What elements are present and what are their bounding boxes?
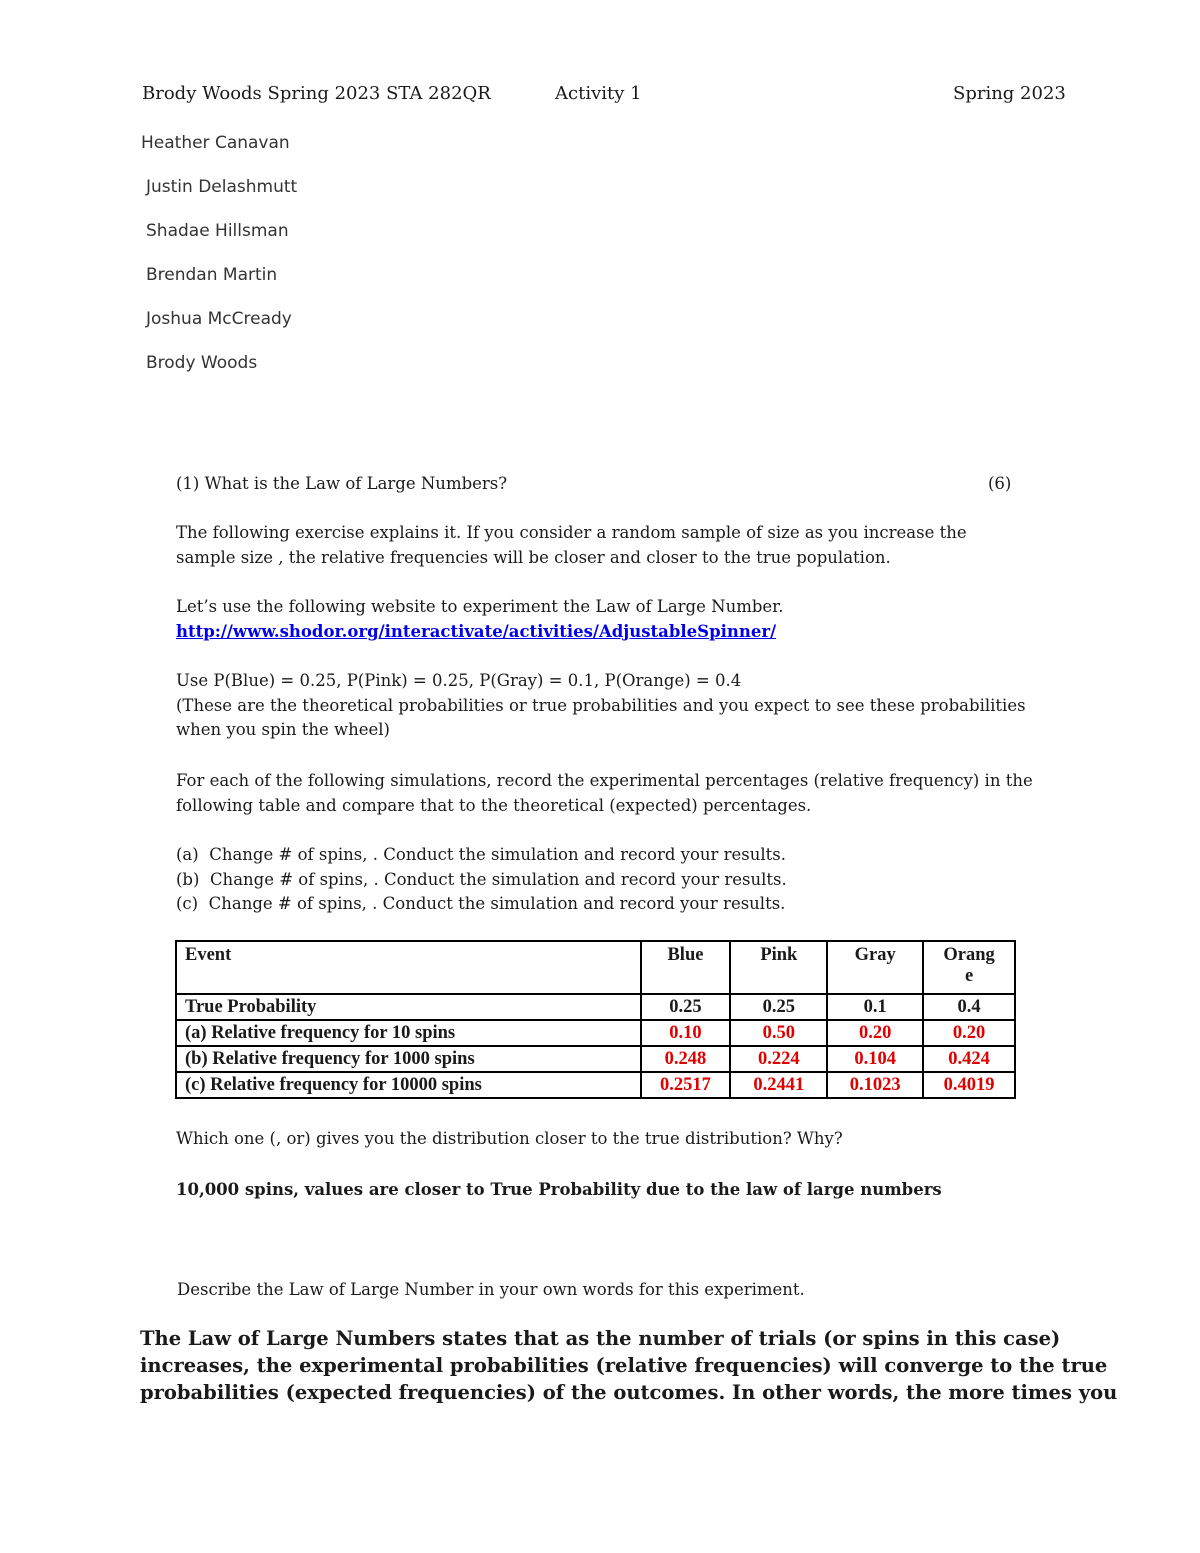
step-text: Change # of spins, . Conduct the simulation and record your results. — [209, 869, 787, 889]
question-1-points: (6) — [988, 474, 1012, 493]
cell-pink: 0.2441 — [730, 1072, 827, 1098]
website-intro: Let’s use the following website to experiment the Law of Large Number. — [176, 597, 784, 616]
cell-orange: 0.424 — [923, 1046, 1015, 1072]
name-item: Shadae Hillsman — [146, 221, 289, 241]
results-table — [175, 940, 1016, 1099]
step-text: Change # of spins, . Conduct the simulation and record your results. — [209, 845, 787, 864]
row-label: (b) Relative frequency for 1000 spins — [176, 1046, 641, 1072]
step-text: Change # of spins, . Conduct the simulation and record your results. — [208, 894, 786, 913]
table-row — [176, 1020, 1015, 1046]
cell-gray: 0.1 — [827, 994, 923, 1020]
cell-orange: 0.20 — [923, 1020, 1015, 1046]
header-gray: Gray — [827, 941, 923, 994]
final-answer-line: probabilities (expected frequencies) of the outcomes. In other words, the more times you — [140, 1381, 1118, 1404]
table-row — [176, 1046, 1015, 1072]
final-answer — [140, 1325, 1117, 1406]
instructions-line: following table and compare that to the theoretical (expected) percentages. — [176, 795, 812, 815]
step-label: (a) — [176, 845, 199, 864]
header-center: Activity 1 — [555, 83, 642, 104]
name-item: Justin Delashmutt — [146, 177, 298, 197]
header-right: Spring 2023 — [953, 83, 1066, 104]
final-answer-line: The Law of Large Numbers states that as the number of trials (or spins in this case) — [140, 1327, 1061, 1350]
cell-blue: 0.2517 — [641, 1072, 731, 1098]
step-label: (c) — [176, 894, 199, 913]
row-label: (a) Relative frequency for 10 spins — [176, 1020, 641, 1046]
step-item — [176, 868, 787, 893]
cell-gray: 0.20 — [827, 1020, 923, 1046]
final-answer-line: increases, the experimental probabilities (relative frequencies) will converge to the true — [140, 1354, 1108, 1377]
intro-line: sample size , the relative frequencies will be closer and closer to the true population. — [176, 547, 891, 567]
table-row — [176, 1072, 1015, 1098]
website-section — [176, 595, 784, 644]
row-label: True Probability — [176, 994, 641, 1020]
cell-orange: 0.4019 — [923, 1072, 1015, 1098]
cell-gray: 0.104 — [827, 1046, 923, 1072]
instructions — [176, 769, 1033, 818]
cell-gray: 0.1023 — [827, 1072, 923, 1098]
which-answer: 10,000 spins, values are closer to True Probability due to the law of large numbers — [176, 1180, 942, 1199]
probabilities-note: (These are the theoretical probabilities or true probabilities and you expect to see these probabilities — [176, 695, 1026, 715]
which-question: Which one (, or) gives you the distribution closer to the true distribution? Why? — [176, 1129, 843, 1148]
table-row — [176, 994, 1015, 1020]
website-link[interactable]: http://www.shodor.org/interactivate/activities/AdjustableSpinner/ — [176, 621, 777, 641]
header-orange — [923, 941, 1015, 994]
header-blue: Blue — [641, 941, 731, 994]
header-orange-line: e — [964, 966, 974, 986]
intro-text — [176, 521, 967, 570]
intro-line: The following exercise explains it. If you consider a random sample of size as you increase the — [176, 523, 967, 542]
header-left: Brody Woods Spring 2023 STA 282QR — [142, 83, 491, 104]
cell-pink: 0.50 — [730, 1020, 827, 1046]
cell-pink: 0.224 — [730, 1046, 827, 1072]
name-item: Joshua McCready — [146, 309, 292, 329]
instructions-line: For each of the following simulations, record the experimental percentages (relative frequency) in the — [176, 771, 1033, 790]
cell-blue: 0.25 — [641, 994, 731, 1020]
cell-orange: 0.4 — [923, 994, 1015, 1020]
header-orange-line: Orang — [943, 945, 995, 965]
cell-blue: 0.248 — [641, 1046, 731, 1072]
steps-list — [176, 843, 787, 917]
probabilities-line: Use P(Blue) = 0.25, P(Pink) = 0.25, P(Gray) = 0.1, P(Orange) = 0.4 — [176, 671, 742, 690]
name-item: Brody Woods — [146, 353, 258, 373]
cell-blue: 0.10 — [641, 1020, 731, 1046]
step-item — [176, 892, 787, 917]
header-event: Event — [176, 941, 641, 994]
name-item: Heather Canavan — [141, 133, 290, 153]
table-header-row — [176, 941, 1015, 994]
row-label: (c) Relative frequency for 10000 spins — [176, 1072, 641, 1098]
question-1: (1) What is the Law of Large Numbers? — [176, 474, 508, 493]
cell-pink: 0.25 — [730, 994, 827, 1020]
header-pink: Pink — [730, 941, 827, 994]
describe-prompt: Describe the Law of Large Number in your own words for this experiment. — [177, 1280, 805, 1299]
name-item: Brendan Martin — [146, 265, 278, 285]
step-label: (b) — [176, 869, 200, 889]
probabilities-section — [176, 669, 1026, 743]
probabilities-note: when you spin the wheel) — [176, 720, 390, 739]
step-item — [176, 843, 787, 868]
